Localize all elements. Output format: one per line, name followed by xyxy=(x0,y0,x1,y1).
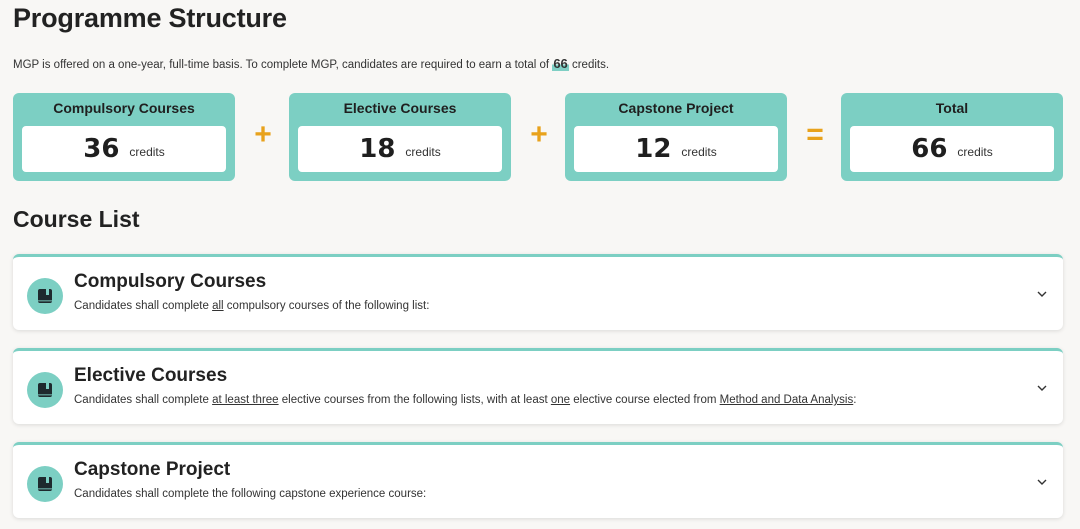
card-credit-value: 66 xyxy=(911,134,948,164)
card-value-box xyxy=(298,126,502,172)
chevron-down-icon[interactable] xyxy=(1035,475,1049,489)
accordion-description xyxy=(74,300,429,312)
capstone-credits-card xyxy=(565,93,787,181)
book-icon xyxy=(27,466,63,502)
card-credit-value: 36 xyxy=(83,134,120,164)
card-value-box xyxy=(850,126,1054,172)
emphasis-text: at least three xyxy=(212,394,279,406)
card-credit-unit: credits xyxy=(957,145,993,159)
intro-text xyxy=(13,56,609,71)
total-credits-card xyxy=(841,93,1063,181)
card-value-box xyxy=(22,126,226,172)
card-label: Elective Courses xyxy=(343,100,457,116)
card-credit-unit: credits xyxy=(405,145,441,159)
card-credit-value: 12 xyxy=(635,134,672,164)
chevron-down-icon[interactable] xyxy=(1035,287,1049,301)
description-text: elective course elected from xyxy=(570,394,720,406)
card-label: Compulsory Courses xyxy=(53,100,195,116)
card-credit-unit: credits xyxy=(681,145,717,159)
description-text: : xyxy=(853,394,857,406)
card-credit-value: 18 xyxy=(359,134,396,164)
description-text: Candidates shall complete the following capstone experience course: xyxy=(74,488,427,500)
total-credits-highlight: 66 xyxy=(553,56,568,71)
chevron-down-icon[interactable] xyxy=(1035,381,1049,395)
card-value-box xyxy=(574,126,778,172)
description-text: Candidates shall complete xyxy=(74,394,213,406)
elective-courses-accordion[interactable] xyxy=(13,348,1063,424)
intro-text-end: credits. xyxy=(568,59,610,71)
card-label: Capstone Project xyxy=(618,100,734,116)
accordion-title: Capstone Project xyxy=(74,459,231,480)
accordion-description xyxy=(74,394,856,406)
emphasis-text: one xyxy=(550,394,571,406)
accordion-description xyxy=(74,488,426,500)
emphasis-text: Method and Data Analysis xyxy=(719,394,854,406)
card-credit-unit: credits xyxy=(129,145,165,159)
book-icon xyxy=(27,278,63,314)
compulsory-courses-accordion[interactable] xyxy=(13,254,1063,330)
plus-operator: + xyxy=(254,118,272,151)
book-icon xyxy=(27,372,63,408)
course-list-title: Course List xyxy=(13,206,140,232)
accordion-title: Elective Courses xyxy=(74,365,228,386)
plus-operator: + xyxy=(530,118,548,151)
elective-credits-card xyxy=(289,93,511,181)
description-text: compulsory courses of the following list: xyxy=(223,300,430,312)
card-label: Total xyxy=(935,100,969,116)
emphasis-text: all xyxy=(212,300,224,312)
capstone-project-accordion[interactable] xyxy=(13,442,1063,518)
page-title: Programme Structure xyxy=(13,3,287,33)
compulsory-credits-card xyxy=(13,93,235,181)
description-text: Candidates shall complete xyxy=(74,300,213,312)
intro-text-start: MGP is offered on a one-year, full-time basis. To complete MGP, candidates are required to earn a total of xyxy=(13,59,553,71)
description-text: elective courses from the following lists, with at least xyxy=(278,394,551,406)
accordion-title: Compulsory Courses xyxy=(74,271,267,292)
equals-operator: = xyxy=(806,118,824,151)
